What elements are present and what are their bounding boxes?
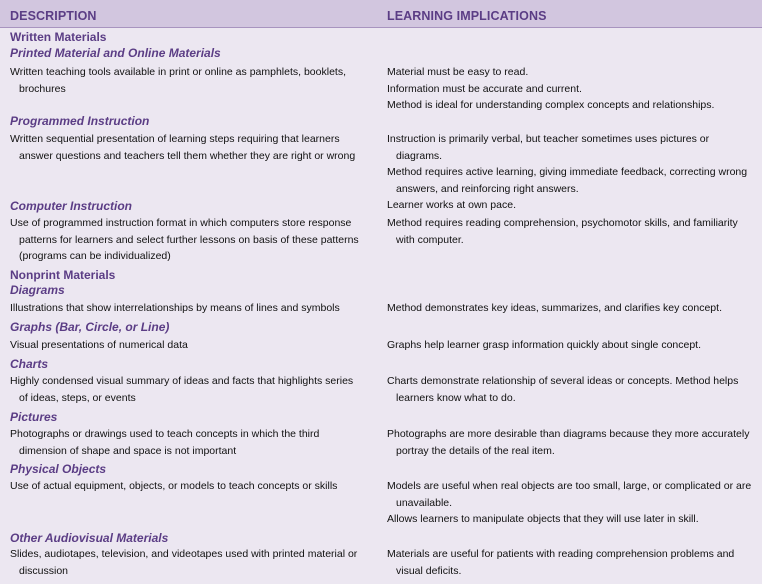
subheading-physical-objects: Physical Objects — [10, 462, 107, 476]
description-printed: Written teaching tools available in print or online as pamphlets, booklets, brochures — [10, 66, 346, 95]
implications-graphs — [387, 337, 755, 354]
column-header-implications: LEARNING IMPLICATIONS — [387, 9, 547, 23]
description-pictures: Photographs or drawings used to teach concepts in which the third dimension of shape and space is not important — [10, 428, 320, 457]
implications-programmed — [387, 131, 755, 214]
column-header-description: DESCRIPTION — [10, 9, 97, 23]
implications-computer — [387, 215, 755, 248]
implication-line: Information must be accurate and current. — [387, 82, 582, 95]
subheading-audiovisual: Other Audiovisual Materials — [10, 531, 169, 545]
implication-line: Graphs help learner grasp information quickly about single concept. — [387, 339, 702, 351]
implications-audiovisual — [387, 546, 755, 579]
description-diagrams: Illustrations that show interrelationships by means of lines and symbols — [10, 302, 340, 314]
implication-line: Method demonstrates key ideas, summarizes, and clarifies key concept. — [387, 302, 722, 314]
table-body — [0, 28, 762, 584]
subheading-printed: Printed Material and Online Materials — [10, 46, 221, 60]
subheading-programmed: Programmed Instruction — [10, 114, 150, 128]
implications-diagrams — [387, 300, 755, 317]
implications-physical-objects — [387, 478, 755, 528]
implications-charts — [387, 373, 755, 406]
table-header — [0, 0, 762, 28]
description-programmed: Written sequential presentation of learning steps requiring that learners answer questions and teachers tell them whether they are right or wrong — [10, 133, 356, 162]
subheading-diagrams: Diagrams — [10, 283, 65, 297]
description-physical-objects: Use of actual equipment, objects, or models to teach concepts or skills — [10, 480, 338, 492]
implication-line: Method requires active learning, giving immediate feedback, correcting wrong answers, and reinforcing right answers. — [387, 166, 748, 195]
subheading-charts: Charts — [10, 357, 49, 371]
implications-printed — [387, 64, 755, 114]
implication-line: Photographs are more desirable than diagrams because they more accurately portray the details of the real item. — [387, 428, 750, 457]
section-nonprint-materials: Nonprint Materials — [10, 268, 116, 282]
implication-line: Allows learners to manipulate objects that they will use later in skill. — [387, 513, 699, 525]
implication-line: Learner works at own pace. — [387, 199, 516, 211]
implication-line: Method is ideal for understanding complex concepts and relationships. — [387, 99, 715, 111]
implications-pictures — [387, 426, 755, 459]
subheading-computer: Computer Instruction — [10, 199, 132, 213]
subheading-pictures: Pictures — [10, 410, 58, 424]
implication-line: Materials are useful for patients with reading comprehension problems and visual deficits. — [387, 548, 735, 577]
implication-line: Instruction is primarily verbal, but teacher sometimes uses pictures or diagrams. — [387, 133, 710, 162]
implication-line: Method requires reading comprehension, psychomotor skills, and familiarity with computer. — [387, 217, 738, 246]
implication-line: Material must be easy to read. — [387, 66, 529, 78]
implication-line: Charts demonstrate relationship of several ideas or concepts. Method helps learners know what to do. — [387, 375, 739, 404]
section-written-materials: Written Materials — [10, 30, 107, 44]
description-charts: Highly condensed visual summary of ideas and facts that highlights series of ideas, steps, or events — [10, 375, 354, 404]
description-audiovisual: Slides, audiotapes, television, and videotapes used with printed material or discussion — [10, 548, 358, 577]
implication-line: Models are useful when real objects are too small, large, or complicated or are unavailable. — [387, 480, 752, 509]
description-computer: Use of programmed instruction format in which computers store response patterns for learners and select further lessons on basis of these patterns (programs can be individualized) — [10, 217, 359, 262]
description-graphs: Visual presentations of numerical data — [10, 339, 188, 351]
subheading-graphs: Graphs (Bar, Circle, or Line) — [10, 320, 170, 334]
